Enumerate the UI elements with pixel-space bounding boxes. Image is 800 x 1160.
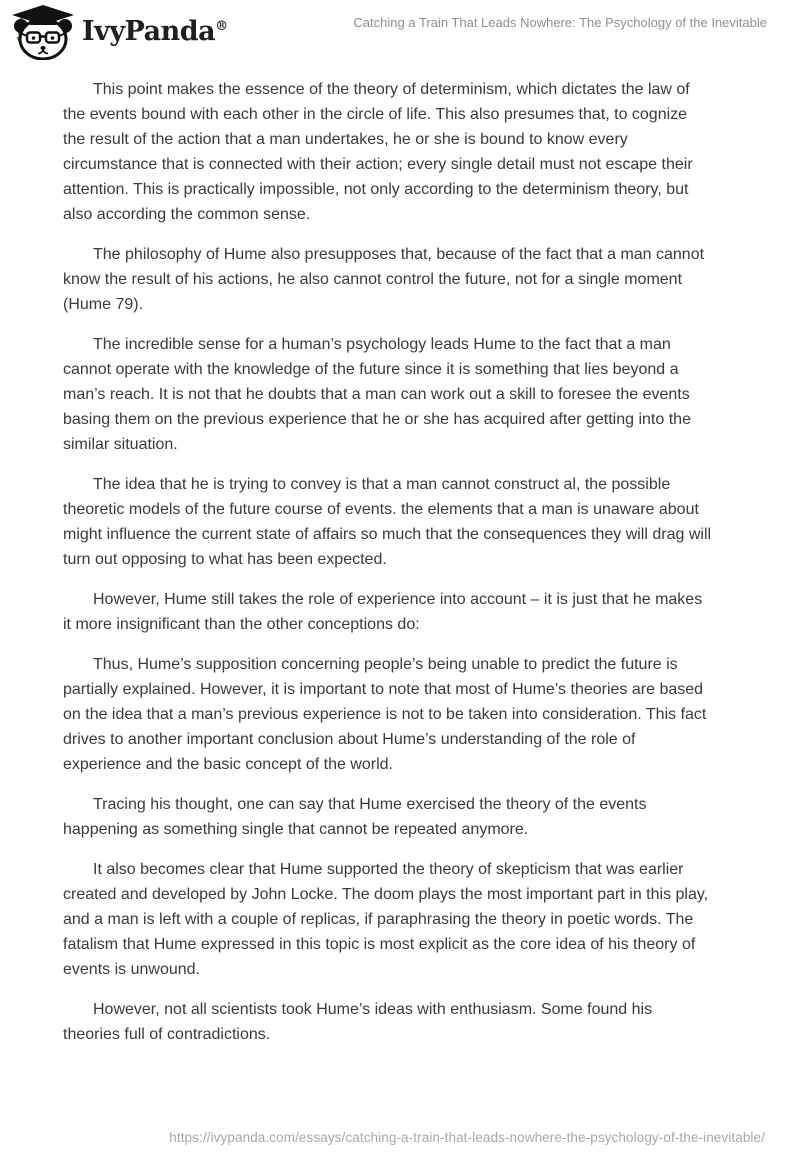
source-url: https://ivypanda.com/essays/catching-a-train-that-leads-nowhere-the-psychology-of-the-inevitable/ — [169, 1130, 765, 1145]
essay-paragraph: Tracing his thought, one can say that Hume exercised the theory of the events happening as something single that cannot be repeated anymore. — [63, 796, 647, 838]
panda-graduate-icon — [8, 2, 78, 60]
essay-paragraph: This point makes the essence of the theory of determinism, which dictates the law of the events bound with each other in the circle of life. This also presumes that, to cognize the result of the action that a man undertakes, he or she is bound to know every circumstance that is connected with their action; every single detail must not escape their attention. This is practically impossible, not only according to the determinism theory, but also according the common sense. — [63, 81, 693, 223]
registered-mark: ® — [215, 19, 228, 34]
brand-name — [82, 16, 228, 48]
essay-paragraph: However, Hume still takes the role of experience into account – it is just that he makes it more insignificant than the other conceptions do: — [63, 591, 703, 633]
essay-paragraph: It also becomes clear that Hume supported the theory of skepticism that was earlier created and developed by John Locke. The doom plays the most important part in this play, and a man is left with a couple of replicas, if paraphrasing the theory in poetic words. The fatalism that Hume expressed in this topic is most explicit as the core idea of his theory of events is unwound. — [63, 861, 709, 978]
page-footer — [169, 1129, 765, 1146]
brand-name-text: IvyPanda — [82, 16, 216, 47]
essay-paragraph: The incredible sense for a human’s psychology leads Hume to the fact that a man cannot operate with the knowledge of the future since it is something that lies beyond a man’s reach. It is not that he doubts that a man can work out a skill to foresee the events basing them on the previous experience that he or she has acquired after getting into the similar situation. — [63, 336, 691, 453]
essay-paragraph: Thus, Hume’s supposition concerning people’s being unable to predict the future is partially explained. However, it is important to note that most of Hume’s theories are based on the idea that a man’s previous experience is not to be taken into consideration. This fact drives to another important conclusion about Hume’s understanding of the role of experience and the basic concept of the world. — [63, 656, 707, 773]
essay-paragraph: However, not all scientists took Hume’s ideas with enthusiasm. Some found his theories full of contradictions. — [63, 1001, 653, 1043]
ivypanda-logo — [8, 2, 78, 60]
essay-body — [63, 77, 713, 1062]
essay-paragraph: The philosophy of Hume also presupposes that, because of the fact that a man cannot know the result of his actions, he also cannot control the future, not for a single moment (Hume 79). — [63, 246, 705, 313]
essay-paragraph: The idea that he is trying to convey is that a man cannot construct al, the possible theoretic models of the future course of events. the elements that a man is unaware about might influence the current state of affairs so much that the consequences they will drag will turn out opposing to what has been expected. — [63, 476, 712, 568]
page-header — [0, 0, 800, 64]
document-title: Catching a Train That Leads Nowhere: The Psychology of the Inevitable — [353, 15, 767, 30]
